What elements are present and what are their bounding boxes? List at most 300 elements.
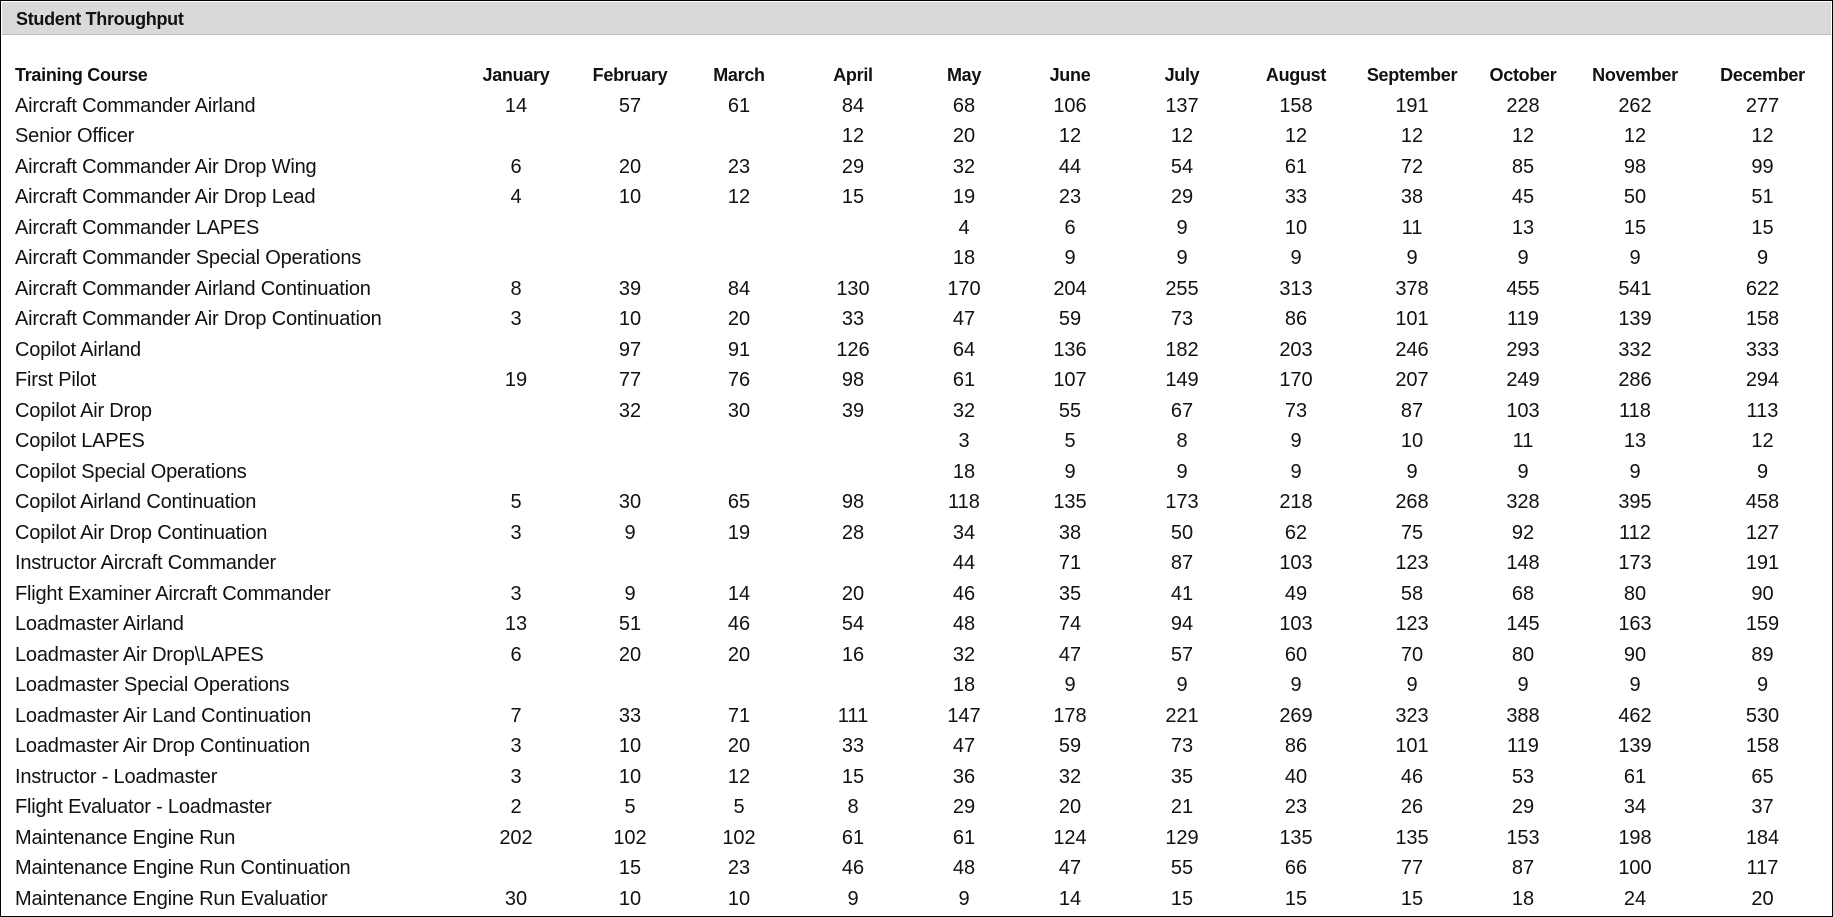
value-cell-november: 34 [1623, 796, 1647, 818]
value-cell-june: 12 [1058, 125, 1082, 147]
table-row [1, 487, 1829, 518]
header-month-july: July [1164, 65, 1200, 85]
value-cell-march [684, 121, 794, 152]
value-cell-april: 12 [841, 125, 865, 147]
value-cell-august: 10 [1284, 216, 1308, 239]
value-cell-september: 46 [1400, 765, 1424, 788]
value-cell-february: 10 [618, 308, 642, 330]
value-cell-june: 136 [1053, 338, 1087, 361]
header-month-april: April [833, 65, 873, 85]
value-cell-september: 101 [1395, 308, 1429, 330]
value-cell-december: 158 [1745, 308, 1780, 330]
value-cell-december: 99 [1751, 155, 1774, 178]
value-cell-march: 46 [727, 613, 751, 635]
value-cell-march: 84 [727, 277, 751, 300]
value-cell-december: 294 [1745, 369, 1780, 391]
value-cell-october: 92 [1511, 521, 1535, 544]
value-cell-june: 38 [1058, 521, 1082, 544]
value-cell-november: 332 [1618, 338, 1652, 361]
value-cell-april [794, 548, 912, 579]
value-cell-february [576, 121, 684, 152]
value-cell-june: 23 [1058, 186, 1082, 208]
sheet-title: Student Throughput [16, 9, 184, 29]
value-cell-may: 47 [952, 735, 976, 757]
course-name-cell: Maintenance Engine Run Continuation [15, 857, 351, 879]
value-cell-october: 85 [1511, 155, 1535, 178]
header-month-august: August [1265, 65, 1327, 85]
value-cell-march: 91 [727, 338, 751, 361]
course-name-cell: Aircraft Commander LAPES [15, 216, 260, 239]
value-cell-march: 14 [727, 582, 751, 605]
value-cell-january: 5 [510, 491, 522, 513]
value-cell-january: 13 [504, 613, 528, 635]
table-row [1, 762, 1829, 793]
value-cell-april: 15 [841, 186, 865, 208]
value-cell-august: 73 [1284, 399, 1308, 422]
course-name-cell: Copilot Airland Continuation [15, 491, 257, 513]
value-cell-july: 129 [1165, 826, 1199, 849]
value-cell-april: 33 [841, 308, 865, 330]
value-cell-september: 70 [1400, 643, 1424, 666]
course-name-cell: Maintenance Engine Run Evaluatior [15, 887, 328, 910]
value-cell-september: 268 [1395, 491, 1429, 513]
header-month-february: February [592, 65, 668, 85]
value-cell-august: 9 [1290, 460, 1302, 483]
value-cell-march [684, 548, 794, 579]
course-name-cell: Flight Examiner Aircraft Commander [15, 582, 331, 605]
value-cell-february: 33 [618, 704, 642, 727]
value-cell-july: 15 [1170, 887, 1194, 910]
value-cell-february [576, 457, 684, 488]
value-cell-june: 32 [1058, 765, 1082, 788]
value-cell-july: 35 [1170, 765, 1194, 788]
value-cell-july: 9 [1176, 247, 1188, 269]
value-cell-may: 44 [952, 552, 976, 574]
value-cell-april: 39 [841, 399, 865, 422]
value-cell-february: 102 [613, 826, 647, 849]
course-name-cell: Loadmaster Airland [15, 613, 184, 635]
value-cell-november: 118 [1619, 399, 1651, 422]
value-cell-february: 20 [618, 643, 642, 666]
value-cell-may: 48 [952, 857, 976, 879]
table-row [1, 579, 1829, 610]
value-cell-january: 202 [499, 826, 533, 849]
value-cell-june: 5 [1064, 430, 1076, 452]
value-cell-december: 458 [1745, 491, 1780, 513]
value-cell-july: 9 [1176, 216, 1188, 239]
value-cell-march: 20 [727, 308, 751, 330]
value-cell-january [456, 548, 576, 579]
value-cell-september: 9 [1406, 674, 1418, 696]
value-cell-november: 541 [1618, 277, 1652, 300]
value-cell-december: 9 [1756, 247, 1769, 269]
table-row [1, 457, 1829, 488]
value-cell-january: 19 [504, 369, 528, 391]
value-cell-september: 9 [1406, 460, 1418, 483]
value-cell-december: 37 [1751, 796, 1774, 818]
value-cell-july: 29 [1170, 186, 1194, 208]
value-cell-september: 323 [1395, 704, 1429, 727]
value-cell-august: 40 [1284, 765, 1308, 788]
value-cell-december: 90 [1751, 582, 1774, 605]
value-cell-february: 10 [618, 735, 642, 757]
value-cell-december: 158 [1745, 735, 1780, 757]
value-cell-november: 286 [1618, 369, 1652, 391]
value-cell-september: 123 [1395, 552, 1429, 574]
value-cell-april: 98 [841, 491, 865, 513]
value-cell-september: 101 [1395, 735, 1429, 757]
value-cell-october: 119 [1507, 308, 1539, 330]
value-cell-march: 20 [727, 735, 751, 757]
value-cell-june: 107 [1053, 369, 1087, 391]
value-cell-january: 4 [510, 186, 522, 208]
value-cell-september: 12 [1400, 125, 1424, 147]
value-cell-april: 98 [841, 369, 865, 391]
value-cell-september: 15 [1400, 887, 1424, 910]
value-cell-january: 3 [510, 582, 522, 605]
value-cell-september: 9 [1406, 247, 1418, 269]
value-cell-july: 73 [1170, 308, 1194, 330]
value-cell-march: 12 [727, 186, 751, 208]
value-cell-march: 20 [727, 643, 751, 666]
value-cell-november: 98 [1623, 155, 1647, 178]
value-cell-may: 61 [952, 826, 976, 849]
value-cell-january: 3 [510, 735, 522, 757]
header-row [1, 60, 1829, 91]
value-cell-march: 30 [727, 399, 751, 422]
value-cell-may: 118 [948, 491, 980, 513]
value-cell-october: 12 [1511, 125, 1535, 147]
value-cell-april: 33 [841, 735, 865, 757]
value-cell-january: 14 [504, 94, 528, 117]
value-cell-february [576, 670, 684, 701]
value-cell-february: 97 [618, 338, 642, 361]
course-name-cell: Copilot Airland [15, 338, 141, 361]
table-row [1, 731, 1829, 762]
value-cell-november: 90 [1623, 643, 1647, 666]
value-cell-may: 18 [952, 460, 976, 483]
value-cell-may: 4 [958, 216, 970, 239]
course-name-cell: Loadmaster Air Drop\LAPES [15, 643, 264, 666]
header-month-december: December [1720, 65, 1805, 85]
value-cell-june: 9 [1064, 674, 1076, 696]
value-cell-april: 54 [841, 613, 865, 635]
value-cell-december: 51 [1751, 186, 1774, 208]
value-cell-july: 149 [1165, 369, 1199, 391]
value-cell-november: 80 [1623, 582, 1647, 605]
value-cell-august: 23 [1284, 796, 1308, 818]
value-cell-march [684, 670, 794, 701]
value-cell-july: 255 [1165, 277, 1199, 300]
value-cell-october: 145 [1506, 613, 1540, 635]
value-cell-august: 33 [1284, 186, 1308, 208]
value-cell-may: 48 [952, 613, 976, 635]
value-cell-june: 59 [1058, 735, 1082, 757]
value-cell-october: 11 [1512, 430, 1534, 452]
value-cell-june: 71 [1058, 552, 1082, 574]
value-cell-may: 32 [952, 155, 976, 178]
value-cell-february: 10 [618, 765, 642, 788]
value-cell-june: 204 [1053, 277, 1087, 300]
course-name-cell: Loadmaster Air Drop Continuation [15, 735, 310, 757]
value-cell-january [456, 213, 576, 244]
value-cell-may: 47 [952, 308, 976, 330]
course-name-cell: Loadmaster Air Land Continuation [15, 704, 312, 727]
course-name-cell: Senior Officer [15, 125, 135, 147]
table-row [1, 670, 1829, 701]
value-cell-january: 3 [510, 765, 522, 788]
value-cell-january [456, 121, 576, 152]
value-cell-march [684, 243, 794, 274]
value-cell-july: 21 [1170, 796, 1194, 818]
value-cell-june: 106 [1053, 94, 1087, 117]
value-cell-february: 10 [618, 887, 642, 910]
value-cell-june: 9 [1064, 247, 1076, 269]
table-row [1, 91, 1829, 122]
value-cell-october: 80 [1511, 643, 1535, 666]
table-row [1, 365, 1829, 396]
value-cell-august: 12 [1284, 125, 1308, 147]
value-cell-october: 45 [1511, 186, 1535, 208]
value-cell-may: 32 [952, 643, 976, 666]
value-cell-july: 9 [1176, 460, 1188, 483]
value-cell-november: 395 [1618, 491, 1652, 513]
value-cell-april: 16 [841, 643, 865, 666]
value-cell-september: 378 [1395, 277, 1429, 300]
value-cell-april: 61 [841, 826, 865, 849]
value-cell-june: 55 [1058, 399, 1082, 422]
value-cell-june: 178 [1053, 704, 1087, 727]
table-row [1, 426, 1829, 457]
value-cell-april: 46 [841, 857, 865, 879]
value-cell-april [794, 426, 912, 457]
value-cell-november: 139 [1618, 308, 1652, 330]
value-cell-april: 28 [841, 521, 865, 544]
value-cell-december: 530 [1745, 704, 1780, 727]
value-cell-june: 47 [1058, 857, 1082, 879]
course-name-cell: Instructor Aircraft Commander [15, 552, 276, 574]
value-cell-june: 9 [1064, 460, 1076, 483]
value-cell-march: 71 [727, 704, 751, 727]
value-cell-july: 137 [1165, 94, 1199, 117]
value-cell-june: 124 [1053, 826, 1087, 849]
value-cell-june: 59 [1058, 308, 1082, 330]
value-cell-may: 3 [958, 430, 970, 452]
value-cell-november: 61 [1623, 765, 1647, 788]
value-cell-august: 60 [1284, 643, 1308, 666]
value-cell-february: 9 [624, 582, 636, 605]
value-cell-september: 26 [1400, 796, 1424, 818]
value-cell-october: 455 [1506, 277, 1540, 300]
value-cell-july: 54 [1170, 155, 1194, 178]
header-month-may: May [946, 65, 982, 85]
value-cell-march: 76 [727, 369, 751, 391]
value-cell-december: 12 [1751, 430, 1774, 452]
value-cell-august: 218 [1279, 491, 1313, 513]
value-cell-november: 462 [1618, 704, 1652, 727]
value-cell-september: 11 [1401, 216, 1423, 239]
value-cell-june: 74 [1058, 613, 1082, 635]
table-row [1, 152, 1829, 183]
course-name-cell: Aircraft Commander Airland [15, 94, 256, 117]
course-name-cell: Aircraft Commander Air Drop Lead [15, 186, 316, 208]
value-cell-november: 198 [1618, 826, 1652, 849]
course-name-cell: Maintenance Engine Run [15, 826, 236, 849]
value-cell-december: 20 [1751, 887, 1774, 910]
value-cell-january: 7 [510, 704, 522, 727]
value-cell-october: 29 [1511, 796, 1535, 818]
value-cell-june: 47 [1058, 643, 1082, 666]
value-cell-march: 12 [727, 765, 751, 788]
value-cell-january: 8 [510, 277, 522, 300]
value-cell-february [576, 243, 684, 274]
value-cell-november: 262 [1618, 94, 1652, 117]
value-cell-march: 10 [727, 887, 751, 910]
value-cell-august: 9 [1290, 247, 1302, 269]
value-cell-may: 61 [952, 369, 976, 391]
table-row [1, 701, 1829, 732]
course-name-cell: Loadmaster Special Operations [15, 674, 290, 696]
table-row [1, 396, 1829, 427]
value-cell-november: 9 [1629, 460, 1641, 483]
header-month-november: November [1592, 65, 1678, 85]
header-month-march: March [713, 65, 765, 85]
value-cell-september: 191 [1395, 94, 1429, 117]
table-row [1, 609, 1829, 640]
throughput-table [1, 60, 1829, 914]
header-month-january: January [482, 65, 550, 85]
value-cell-january [456, 853, 576, 884]
value-cell-january [456, 335, 576, 366]
value-cell-august: 86 [1284, 735, 1308, 757]
value-cell-july: 182 [1165, 338, 1199, 361]
value-cell-october: 328 [1506, 491, 1540, 513]
value-cell-october: 9 [1517, 674, 1529, 696]
value-cell-october: 18 [1511, 887, 1535, 910]
value-cell-september: 77 [1400, 857, 1424, 879]
value-cell-april: 84 [841, 94, 865, 117]
value-cell-january: 6 [510, 155, 522, 178]
value-cell-july: 41 [1170, 582, 1194, 605]
value-cell-march [684, 457, 794, 488]
value-cell-march: 23 [727, 155, 751, 178]
value-cell-april: 15 [841, 765, 865, 788]
table-row [1, 518, 1829, 549]
value-cell-january [456, 457, 576, 488]
value-cell-august: 170 [1279, 369, 1313, 391]
value-cell-december: 65 [1751, 765, 1774, 788]
value-cell-february [576, 548, 684, 579]
value-cell-january: 3 [510, 308, 522, 330]
value-cell-august: 62 [1284, 521, 1308, 544]
value-cell-october: 388 [1506, 704, 1540, 727]
value-cell-december: 89 [1751, 643, 1774, 666]
value-cell-august: 49 [1284, 582, 1308, 605]
value-cell-march [684, 426, 794, 457]
value-cell-august: 66 [1284, 857, 1308, 879]
header-month-june: June [1049, 65, 1091, 85]
value-cell-march: 102 [722, 826, 756, 849]
value-cell-december: 622 [1745, 277, 1780, 300]
value-cell-december: 113 [1746, 399, 1779, 422]
value-cell-may: 170 [947, 277, 981, 300]
value-cell-february [576, 426, 684, 457]
value-cell-april: 20 [841, 582, 865, 605]
value-cell-may: 29 [952, 796, 976, 818]
value-cell-march: 65 [727, 491, 751, 513]
value-cell-april: 111 [837, 704, 869, 727]
value-cell-april [794, 213, 912, 244]
value-cell-july: 8 [1176, 430, 1188, 452]
value-cell-october: 119 [1507, 735, 1539, 757]
course-name-cell: Flight Evaluator - Loadmaster [15, 796, 272, 818]
value-cell-september: 87 [1400, 399, 1424, 422]
value-cell-may: 32 [952, 399, 976, 422]
value-cell-september: 75 [1400, 521, 1424, 544]
value-cell-january: 2 [510, 796, 522, 818]
value-cell-october: 249 [1506, 369, 1540, 391]
value-cell-october: 148 [1506, 552, 1540, 574]
value-cell-july: 173 [1165, 491, 1199, 513]
value-cell-may: 34 [952, 521, 976, 544]
course-name-cell: First Pilot [15, 369, 97, 391]
value-cell-june: 14 [1058, 887, 1082, 910]
value-cell-november: 9 [1629, 247, 1641, 269]
value-cell-october: 9 [1517, 247, 1529, 269]
header-training-course: Training Course [15, 65, 148, 85]
value-cell-february: 57 [618, 94, 642, 117]
value-cell-august: 135 [1279, 826, 1313, 849]
value-cell-september: 246 [1395, 338, 1429, 361]
value-cell-april: 130 [836, 277, 870, 300]
course-name-cell: Aircraft Commander Air Drop Continuation [15, 308, 382, 330]
value-cell-august: 9 [1290, 674, 1302, 696]
value-cell-february: 39 [618, 277, 642, 300]
table-row [1, 121, 1829, 152]
value-cell-september: 135 [1395, 826, 1429, 849]
value-cell-august: 103 [1279, 552, 1313, 574]
table-row [1, 853, 1829, 884]
course-name-cell: Instructor - Loadmaster [15, 765, 218, 788]
value-cell-july: 221 [1165, 704, 1199, 727]
title-bar [2, 2, 1831, 35]
value-cell-july: 9 [1176, 674, 1188, 696]
value-cell-april: 126 [836, 338, 870, 361]
table-row [1, 640, 1829, 671]
value-cell-october: 68 [1511, 582, 1535, 605]
value-cell-april: 29 [841, 155, 865, 178]
value-cell-december: 127 [1745, 521, 1780, 544]
value-cell-november: 173 [1618, 552, 1652, 574]
value-cell-september: 10 [1400, 430, 1424, 452]
table-body [1, 91, 1829, 915]
value-cell-may: 147 [947, 704, 981, 727]
value-cell-february: 77 [618, 369, 642, 391]
value-cell-december: 191 [1745, 552, 1780, 574]
value-cell-january: 6 [510, 643, 522, 666]
value-cell-january [456, 670, 576, 701]
value-cell-may: 20 [952, 125, 976, 147]
header-month-september: September [1366, 65, 1458, 85]
value-cell-may: 46 [952, 582, 976, 605]
value-cell-october: 103 [1506, 399, 1540, 422]
table-row [1, 548, 1829, 579]
value-cell-october: 153 [1506, 826, 1540, 849]
value-cell-june: 135 [1053, 491, 1087, 513]
value-cell-february: 30 [618, 491, 642, 513]
value-cell-october: 53 [1511, 765, 1535, 788]
course-name-cell: Copilot Special Operations [15, 460, 247, 483]
